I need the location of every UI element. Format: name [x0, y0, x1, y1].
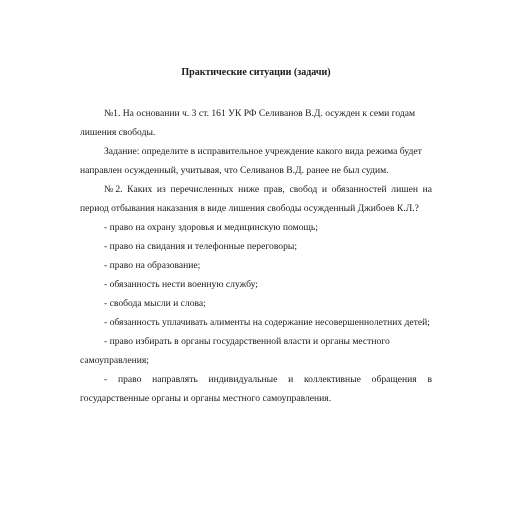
list-item: - право избирать в органы государственной власти и органы местного самоуправления;: [80, 336, 390, 366]
list-item: - право на охрану здоровья и медицинскую помощь;: [104, 222, 318, 233]
list-item: - право на свидания и телефонные переговоры;: [104, 241, 298, 252]
task-2-text: №2. Каких из перечисленных ниже прав, свобод и обязанностей лишен на период отбывания наказания в виде лишения свободы осужденный Джибоев К.Л.?: [80, 184, 432, 214]
list-item: - право на образование;: [104, 260, 201, 271]
list-item: - обязанность уплачивать алименты на содержание несовершеннолетних детей;: [104, 317, 430, 328]
list-item: - право направлять индивидуальные и коллективные обращения в государственные органы и органы местного самоуправления.: [80, 374, 432, 404]
document-title: Практические ситуации (задачи): [181, 67, 331, 78]
task-1-text: №1. На основании ч. 3 ст. 161 УК РФ Селиванов В.Д. осужден к семи годам лишения свободы.: [80, 108, 416, 138]
list-item: - свобода мысли и слова;: [104, 298, 206, 309]
task-1-assignment: Задание: определите в исправительное учреждение какого вида режима будет направлен осужденный, учитывая, что Селиванов В.Д. ранее не был судим.: [80, 146, 422, 176]
list-item: - обязанность нести военную службу;: [104, 279, 258, 290]
